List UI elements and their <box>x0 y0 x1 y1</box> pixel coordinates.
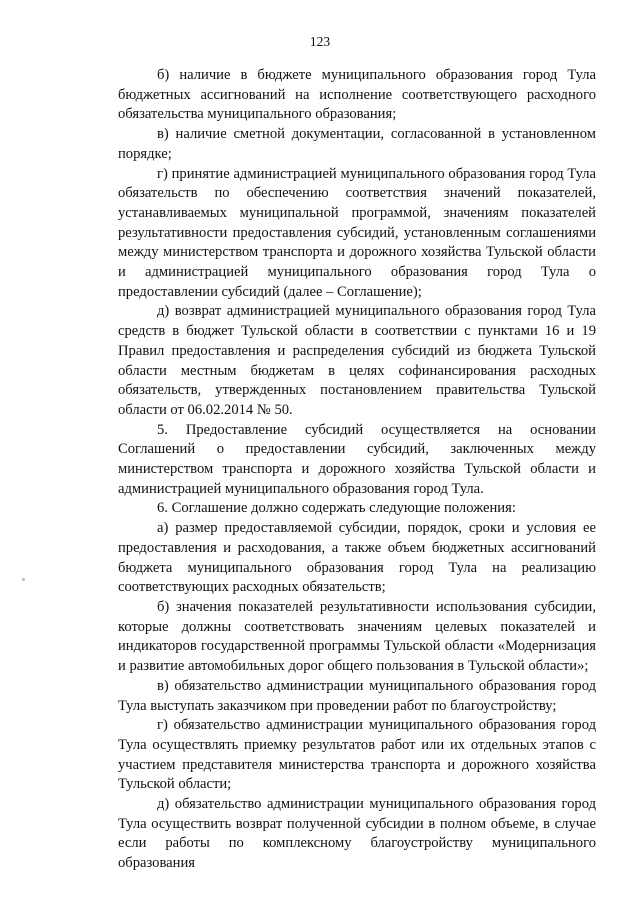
scan-speck <box>22 578 25 581</box>
paragraph-d-refund: д) обязательство администрации муниципального образования город Тула осуществить возврат полученной субсидии в полном объеме, в случае если работы по комплексному благоустройству муниципального образования <box>118 796 596 872</box>
page-number: 123 <box>309 34 331 49</box>
document-body <box>118 66 596 874</box>
paragraph-d-return: д) возврат администрацией муниципального образования город Тула средств в бюджет Тульской области в соответствии с пунктами 16 и 19 Правил предоставления и распределения субсидий из бюджета Тульской области местным бюджетам в целях софинансирования расходных обязательств, утвержденных постановлением правительства Тульской области от 06.02.2014 № 50. <box>118 303 596 418</box>
paragraph-g-obligations: г) принятие администрацией муниципального образования город Тула обязательств по обеспечению соответствия значений показателей, устанавливаемых муниципальной программой, значениям показателей результативности предоставления субсидий, установленным соглашениями между министерством транспорта и дорожного хозяйства Тульской области и администрацией муниципального образования город Тула о предоставлении субсидий (далее – Соглашение); <box>118 165 596 300</box>
paragraph-b-budget: б) наличие в бюджете муниципального образования город Тула бюджетных ассигнований на исполнение соответствующего расходного обязательства муниципального образования; <box>118 67 596 123</box>
paragraph-g-acceptance: г) обязательство администрации муниципального образования город Тула осуществлять приемку результатов работ или их отдельных этапов с участием представителя министерства транспорта и дорожного хозяйства Тульской области; <box>118 717 596 793</box>
paragraph-b-indicators: б) значения показателей результативности использования субсидии, которые должны соответствовать значениям целевых показателей и индикаторов государственной программы Тульской области «Модернизация и развитие автомобильных дорог общего пользования в Тульской области»; <box>118 598 596 675</box>
paragraph-v-estimate: в) наличие сметной документации, согласованной в установленном порядке; <box>118 126 596 162</box>
paragraph-6-provisions: 6. Соглашение должно содержать следующие положения: <box>157 500 516 517</box>
paragraph-5-agreements: 5. Предоставление субсидий осуществляется на основании Соглашений о предоставлении субсидий, заключенных между министерством транспорта и дорожного хозяйства Тульской области и администрацией муниципального образования город Тула. <box>118 421 596 497</box>
paragraph-v-customer: в) обязательство администрации муниципального образования город Тула выступать заказчиком при проведении работ по благоустройству; <box>118 677 596 714</box>
paragraph-a-amount: а) размер предоставляемой субсидии, порядок, сроки и условия ее предоставления и расходования, а также объем бюджетных ассигнований бюджета муниципального образования город Тула на реализацию соответствующих расходных обязательств; <box>118 520 596 596</box>
